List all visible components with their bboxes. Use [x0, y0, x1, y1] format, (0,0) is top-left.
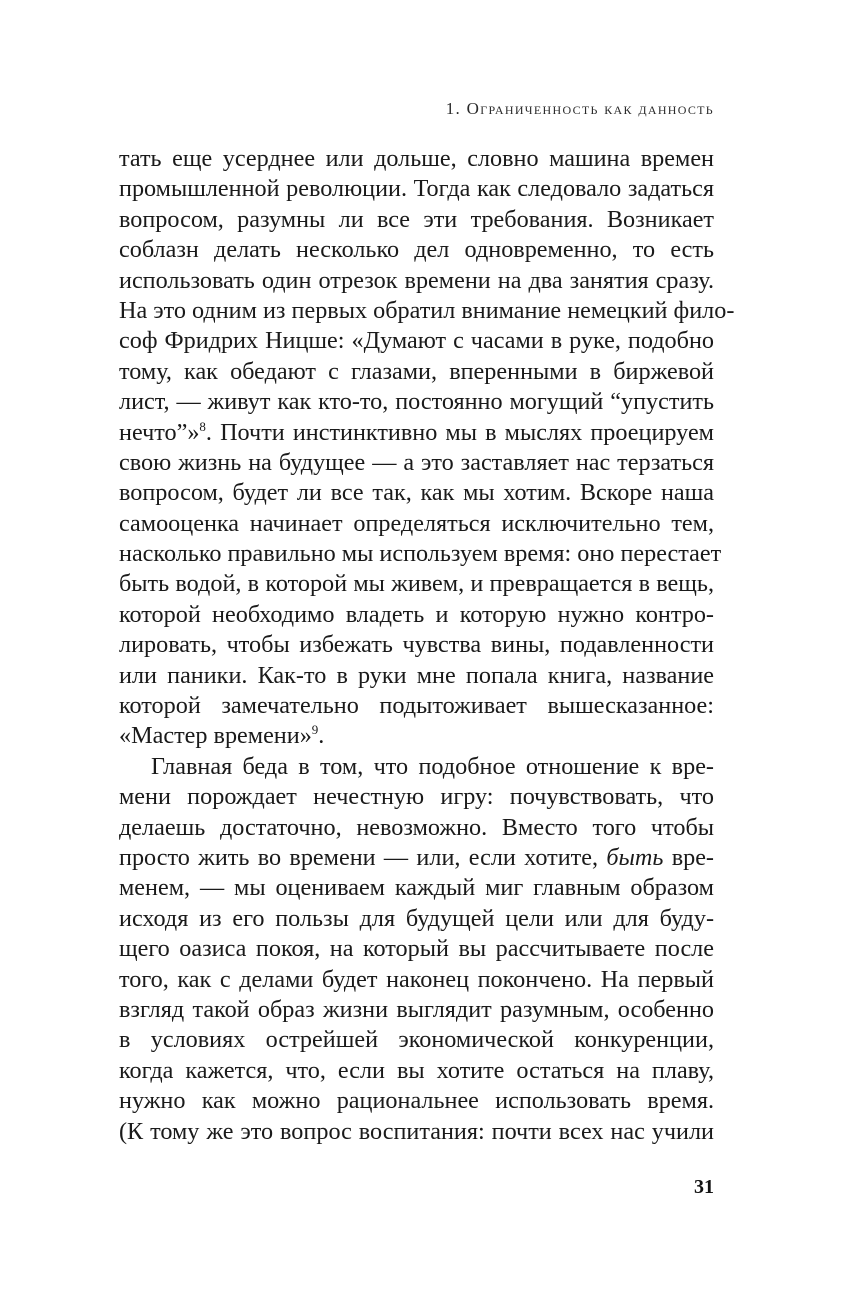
text-line-segment: .: [318, 722, 325, 750]
text-line: (К тому же это вопрос воспитания: почти всех нас учили: [119, 1117, 714, 1145]
text-line: быть водой, в которой мы живем, и превращается в вещь,: [119, 570, 714, 598]
page-number: 31: [694, 1176, 714, 1198]
text-line-segment: вре-: [663, 843, 714, 871]
text-line: взгляд такой образ жизни выглядит разумным, особенно: [119, 995, 714, 1023]
text-line: На это одним из первых обратил внимание немецкий фило-: [119, 296, 735, 324]
running-head: 1. Ограниченность как данность: [445, 99, 714, 118]
text-line: самооценка начинает определяться исключительно тем,: [119, 509, 714, 537]
text-line: тать еще усерднее или дольше, словно машина времен: [119, 145, 714, 172]
text-line: нужно как можно рациональнее использовать время.: [119, 1087, 714, 1115]
body-text: [119, 144, 735, 1147]
text-line: Главная беда в том, что подобное отношение к вре-: [151, 752, 714, 780]
text-line: [119, 418, 714, 448]
text-line-segment: нечто”»: [119, 418, 200, 446]
text-line-segment: . Почти инстинктивно мы в мыслях проецируем: [205, 418, 714, 446]
text-line: или паники. Как-то в руки мне попала книга, название: [119, 661, 714, 689]
text-line: [119, 721, 714, 751]
text-line: менем, — мы оцениваем каждый миг главным образом: [119, 874, 714, 902]
text-line-segment: «Мастер времени»: [119, 722, 312, 750]
text-line: когда кажется, что, если вы хотите остаться на плаву,: [119, 1056, 714, 1084]
emphasis: быть: [606, 843, 664, 871]
text-line-segment: просто жить во времени — или, если хотите,: [119, 843, 607, 871]
text-line: насколько правильно мы используем время: оно перестает: [119, 540, 722, 568]
text-line: которой необходимо владеть и которую нужно контро-: [119, 600, 714, 628]
text-line: соф Фридрих Ницше: «Думают с часами в руке, подобно: [119, 327, 714, 355]
text-line: лировать, чтобы избежать чувства вины, подавленности: [119, 631, 714, 659]
text-line: в условиях острейшей экономической конкуренции,: [119, 1026, 714, 1054]
text-line: щего оазиса покоя, на который вы рассчитываете после: [119, 935, 714, 963]
footnote-ref[interactable]: 9: [311, 722, 319, 738]
text-line: вопросом, разумны ли все эти требования. Возникает: [119, 205, 714, 233]
text-line: того, как с делами будет наконец покончено. На первый: [119, 965, 714, 993]
text-line: исходя из его пользы для будущей цели или для буду-: [119, 904, 714, 932]
text-line: мени порождает нечестную игру: почувствовать, что: [119, 783, 714, 811]
text-line: соблазн делать несколько дел одновременно, то есть: [119, 236, 714, 264]
text-line: промышленной революции. Тогда как следовало задаться: [119, 175, 714, 203]
text-line: делаешь достаточно, невозможно. Вместо того чтобы: [119, 813, 714, 841]
text-line: использовать один отрезок времени на два занятия сразу.: [119, 266, 714, 294]
footnote-ref[interactable]: 8: [199, 418, 206, 434]
text-line: вопросом, будет ли все так, как мы хотим. Вскоре наша: [119, 479, 714, 507]
text-line: свою жизнь на будущее — а это заставляет нас терзаться: [119, 448, 714, 476]
text-line: лист, — живут как кто-то, постоянно могущий “упустить: [119, 388, 714, 416]
text-line: которой замечательно подытоживает вышесказанное:: [119, 692, 714, 720]
text-line: [119, 843, 714, 873]
text-line: тому, как обедают с глазами, вперенными в биржевой: [119, 357, 714, 385]
